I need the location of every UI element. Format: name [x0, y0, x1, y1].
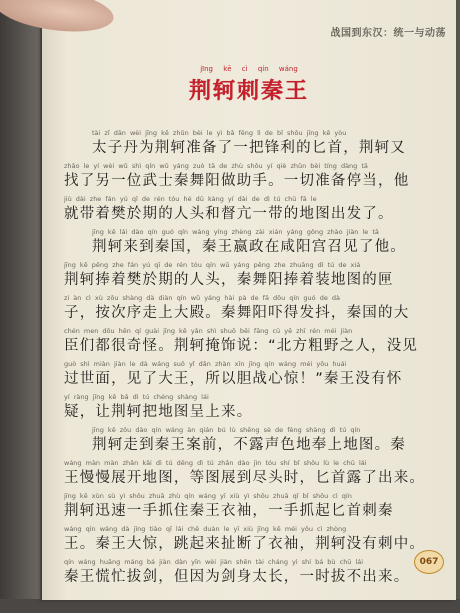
text-line: [64, 260, 432, 293]
pinyin-line: jīng kē pěng zhe fán yú qī de rén tóu qín wǔ yáng pěng zhe zhuāng dì tú de xiá: [64, 261, 361, 269]
text-line-content: 过世面，见了大王，所以胆战心惊！”秦王没有怀: [64, 371, 403, 387]
title-pinyin: jīng kē cì qín wáng: [200, 65, 298, 73]
pinyin-line: zhǎo le yí wèi wǔ shì qín wǔ yáng zuò tā de zhù shǒu yí qiè zhǔn bèi tíng dàng tā: [64, 162, 368, 170]
text-line: [64, 359, 432, 392]
desk-bottom: [0, 599, 460, 613]
text-line-content: 臣们都很奇怪。荆轲掩饰说：“北方粗野之人，没见: [64, 338, 419, 354]
text-line: [64, 425, 432, 458]
pinyin-line: yí ràng jīng kē bǎ dì tú chéng shàng lái: [64, 393, 209, 401]
text-line: [64, 293, 432, 326]
text-line: [64, 491, 432, 524]
pinyin-line: jiù dài zhe fán yú qī de rén tóu hé dū kàng yí dài de dì tú chū fā le: [64, 195, 317, 203]
page-number-badge: 067: [414, 550, 444, 574]
text-line: [64, 557, 432, 590]
text-line-content: 就带着樊於期的人头和督亢一带的地图出发了。: [64, 206, 394, 222]
text-line-content: 荆轲迅速一手抓住秦王衣袖，一手抓起匕首刺秦: [64, 503, 394, 519]
article-title: 荆轲刺秦王: [188, 79, 309, 104]
text-line-content: 子，按次序走上大殿。秦舞阳吓得发抖，秦国的大: [64, 305, 410, 321]
pinyin-line: guò shì miàn jiàn le dà wáng suǒ yǐ dǎn zhàn xīn jīng qín wáng méi yǒu huái: [64, 360, 347, 368]
text-line: [64, 524, 432, 557]
text-line-content: 荆轲捧着樊於期的人头，秦舞阳捧着装地图的匣: [64, 272, 394, 288]
text-line: [64, 458, 432, 491]
text-line: [64, 227, 432, 260]
text-line-content: 疑，让荆轲把地图呈上来。: [64, 404, 253, 420]
desk-background: [0, 0, 40, 613]
pinyin-line: qín wáng huāng máng bá jiàn dàn yīn wèi jiàn shēn tài cháng yì shí bá bù chū lái: [64, 558, 364, 566]
text-line-content: 王。秦王大惊，跳起来扯断了衣袖，荆轲没有刺中。: [64, 536, 426, 552]
text-line: [64, 194, 432, 227]
pinyin-line: tài zǐ dān wèi jīng kē zhǔn bèi le yì bǎ fēng lì de bǐ shǒu jīng kē yòu: [92, 129, 347, 137]
text-line: [64, 392, 432, 425]
text-line-content: 太子丹为荆轲准备了一把锋利的匕首，荆轲又: [92, 140, 406, 156]
text-line-content: 秦王慌忙拔剑，但因为剑身太长，一时拔不出来。: [64, 569, 410, 585]
pinyin-line: chén men dōu hěn qí guài jīng kē yǎn shì shuō běi fāng cū yě zhī rén méi jiàn: [64, 327, 353, 335]
text-line: [64, 161, 432, 194]
text-line-content: 荆轲走到秦王案前，不露声色地奉上地图。秦: [92, 437, 406, 453]
pinyin-line: wáng màn màn zhǎn kāi dì tú děng dì tú zhǎn dào jìn tóu shí bǐ shǒu lù le chū lái: [64, 459, 367, 467]
pinyin-line: wáng qín wáng dà jīng tiào qǐ lái chě duàn le yī xiù jīng kē méi yǒu cì zhòng: [64, 525, 347, 533]
text-line-content: 找了另一位武士秦舞阳做助手。一切准备停当，他: [64, 173, 410, 189]
text-line-content: 荆轲来到秦国，秦王嬴政在咸阳宫召见了他。: [92, 239, 406, 255]
pinyin-line: jīng kē zǒu dào qín wáng àn qián bú lù shēng sè de fèng shàng dì tú qín: [92, 426, 361, 434]
text-line: [64, 326, 432, 359]
pinyin-line: jīng kē xùn sù yì shǒu zhuā zhù qín wáng yī xiù yì shǒu zhuā qǐ bǐ shǒu cì qín: [64, 492, 352, 500]
pinyin-line: zi àn cì xù zǒu shàng dà diàn qín wǔ yáng hài pà de fā dǒu qín guó de dà: [64, 294, 341, 302]
book-page: [42, 0, 456, 600]
running-header: 战国到东汉：统一与动荡: [330, 28, 446, 39]
article-body: [64, 128, 432, 590]
text-line: [64, 128, 432, 161]
text-line-content: 王慢慢展开地图，等图展到尽头时，匕首露了出来。: [64, 470, 426, 486]
pinyin-line: jīng kē lái dào qín guó qín wáng yíng zhèng zài xián yáng gōng zhào jiàn le tā: [92, 228, 379, 236]
